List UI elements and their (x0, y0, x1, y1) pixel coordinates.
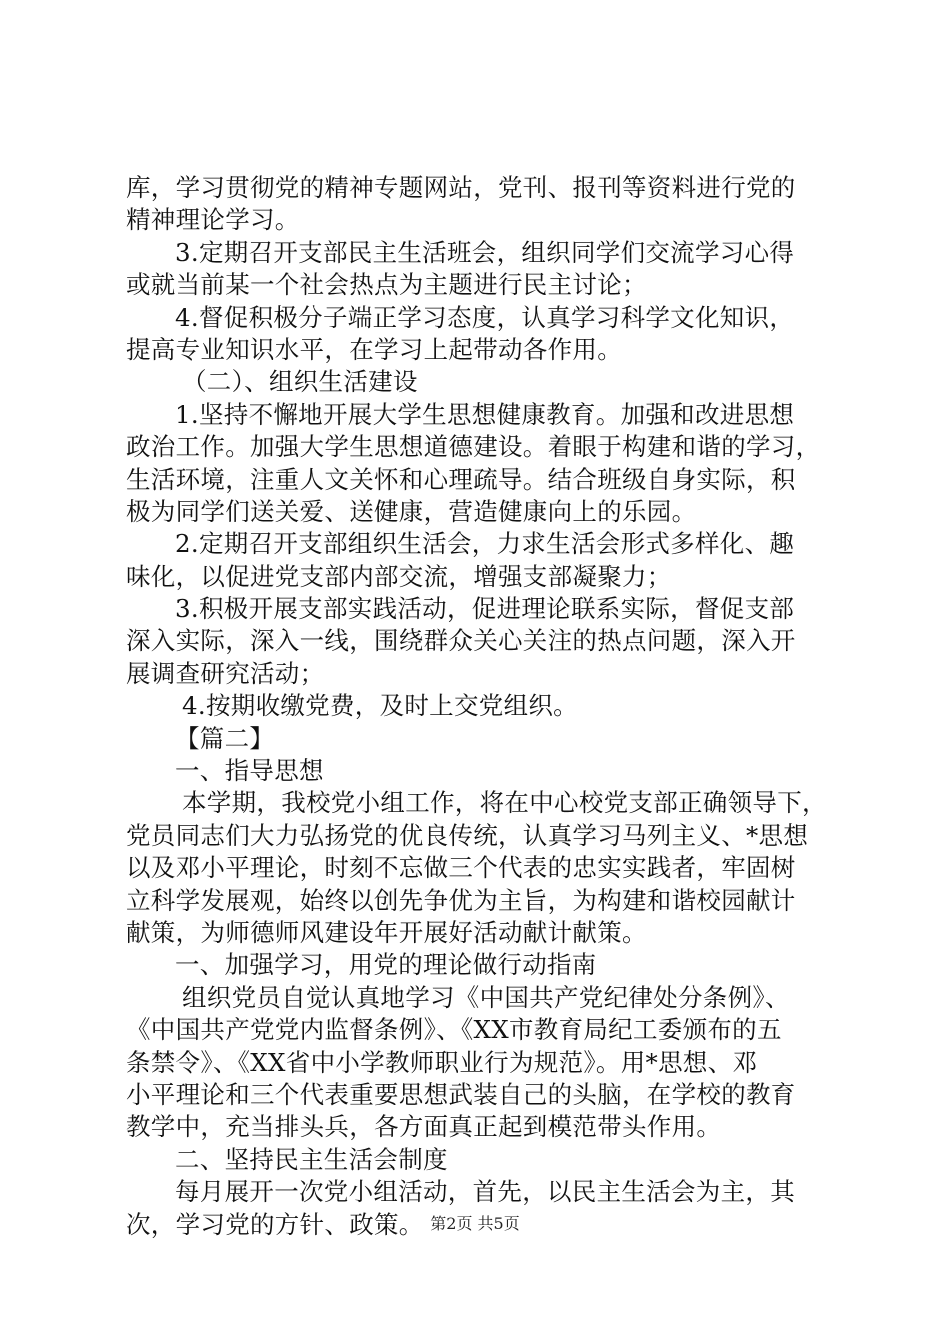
text-line: 味化，以促进党支部内部交流，增强支部凝聚力； (126, 561, 672, 591)
text-line: 4.督促积极分子端正学习态度，认真学习科学文化知识， (175, 302, 795, 332)
text-line: 4.按期收缴党费，及时上交党组织。 (182, 691, 578, 721)
text-line: 1.坚持不懈地开展大学生思想健康教育。加强和改进思想 (175, 399, 795, 429)
text-line: 展调查研究活动； (126, 658, 325, 688)
text-line: 3.定期召开支部民主生活班会，组织同学们交流学习心得 (175, 237, 795, 267)
text-line: 小平理论和三个代表重要思想武装自己的头脑，在学校的教育 (126, 1079, 796, 1109)
text-line: 条禁令》、《XX省中小学教师职业行为规范》。用*思想、邓 (126, 1047, 758, 1077)
text-line: 库，学习贯彻党的精神专题网站，党刊、报刊等资料进行党的 (126, 173, 796, 202)
text-line: 3.积极开展支部实践活动，促进理论联系实际，督促支部 (175, 594, 795, 624)
text-line: 提高专业知识水平，在学习上起带动各作用。 (126, 334, 622, 364)
text-line: 深入实际，深入一线，围绕群众关心关注的热点问题，深入开 (126, 626, 796, 656)
text-line: 政治工作。加强大学生思想道德建设。着眼于构建和谐的学习， (126, 432, 821, 462)
text-line: 党员同志们大力弘扬党的优良传统，认真学习马列主义、*思想 (126, 820, 809, 850)
text-line: 教学中，充当排头兵，各方面真正起到模范带头作用。 (126, 1112, 722, 1142)
text-line: 献策，为师德师风建设年开展好活动献计献策。 (126, 917, 647, 947)
text-line: 一、指导思想 (175, 756, 324, 786)
text-line: 立科学发展观，始终以创先争优为主旨，为构建和谐校园献计 (126, 885, 796, 915)
text-line: 【篇二】 (175, 723, 275, 753)
text-line: 每月展开一次党小组活动，首先，以民主生活会为主，其 (175, 1177, 795, 1207)
text-line: 二、坚持民主生活会制度 (175, 1144, 448, 1174)
document-body (126, 172, 830, 1241)
text-line: 一、加强学习，用党的理论做行动指南 (175, 950, 597, 980)
text-line: 以及邓小平理论，时刻不忘做三个代表的忠实实践者，牢固树 (126, 853, 796, 883)
text-line: 《中国共产党党内监督条例》、《XX市教育局纪工委颁布的五 (126, 1015, 782, 1045)
text-line: 极为同学们送关爱、送健康，营造健康向上的乐园。 (126, 496, 697, 526)
text-line: （二）、组织生活建设 (182, 367, 418, 397)
text-line: 2.定期召开支部组织生活会，力求生活会形式多样化、趣 (175, 529, 795, 559)
text-line: 精神理论学习。 (126, 205, 300, 235)
text-line: 生活环境，注重人文关怀和心理疏导。结合班级自身实际，积 (126, 464, 796, 494)
text-line: 或就当前某一个社会热点为主题进行民主讨论； (126, 270, 647, 300)
page-number-footer: 第2页 共5页 (430, 1214, 520, 1233)
text-line: 组织党员自觉认真地学习《中国共产党纪律处分条例》、 (182, 982, 790, 1012)
text-line: 本学期，我校党小组工作，将在中心校党支部正确领导下， (182, 788, 827, 818)
text-line: 次，学习党的方针、政策。 (126, 1209, 424, 1239)
